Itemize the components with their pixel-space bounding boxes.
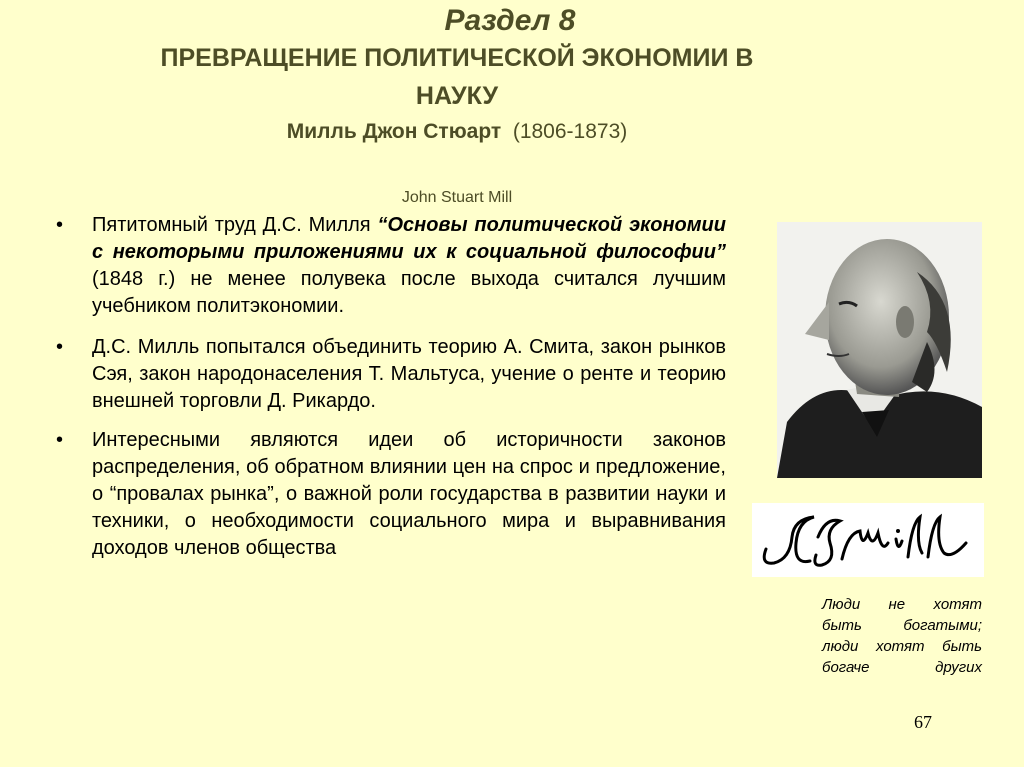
portrait-engraving-icon [777,222,982,478]
bullet-item [50,212,726,320]
quote-line: Люди не хотят [822,596,982,613]
bullet-list [50,212,726,576]
author-name: Милль Джон Стюарт [286,120,502,143]
section-title: Раздел 8 [444,4,576,37]
portrait-image [777,222,982,478]
bullet-item [50,334,726,415]
page-number: 67 [914,712,932,732]
slide-title-line2: НАУКУ [415,82,499,110]
author-line [0,120,914,144]
slide-title-line1: ПРЕВРАЩЕНИЕ ПОЛИТИЧЕСКОЙ ЭКОНОМИИ В [160,44,754,72]
bullet-dot: • [56,214,64,236]
bullet-text: Д.С. Милль попытался объединить теорию А. Смита, закон рынков Сэя, закон народонаселения Т. Мальтуса, учение о ренте и теорию внешней торговли Д. Рикардо. [92,336,726,412]
signature-script-icon [752,503,984,577]
quote [822,594,982,678]
bullet-text: (1848 г.) не менее полувека после выхода считался лучшим учебником политэкономии. [92,268,726,317]
bullet-text: Пятитомный труд Д.С. Милля [92,214,378,236]
english-name: John Stuart Mill [401,189,513,206]
book-title: “Основы политической экономии с некоторыми приложениями их к социальной философии” [92,214,726,263]
bullet-item [50,427,726,562]
quote-line: люди хотят быть [822,638,982,655]
signature-image [752,503,984,577]
quote-line: быть богатыми; [822,617,982,634]
bullet-text: Интересными являются идеи об историчности законов распределения, об обратном влиянии цен на спрос и предложение, о “провалах рынка”, о важной роли государства в развитии науки и техники, о необходимости социального мира и выравнивания доходов членов общества [92,429,726,559]
quote-line: богаче других [822,659,982,676]
author-years: (1806-1873) [512,120,628,143]
bullet-dot: • [56,429,64,451]
bullet-dot: • [56,336,64,358]
